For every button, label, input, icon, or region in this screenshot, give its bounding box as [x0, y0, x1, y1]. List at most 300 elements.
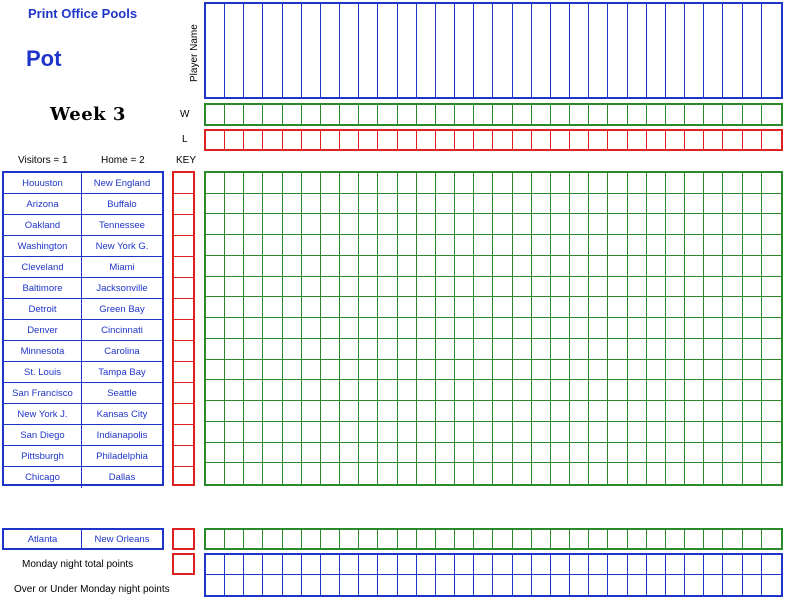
wins-cell[interactable] [455, 105, 474, 124]
pick-cell[interactable] [378, 235, 397, 256]
pick-cell[interactable] [302, 297, 321, 318]
pick-cell[interactable] [359, 256, 378, 277]
pick-cell[interactable] [743, 214, 762, 235]
pick-cell[interactable] [340, 401, 359, 422]
pick-cell[interactable] [244, 360, 263, 381]
pick-cell[interactable] [225, 256, 244, 277]
losses-cell[interactable] [302, 131, 321, 149]
pick-cell[interactable] [340, 194, 359, 215]
losses-cell[interactable] [340, 131, 359, 149]
pick-cell[interactable] [608, 339, 627, 360]
pick-cell[interactable] [359, 380, 378, 401]
pick-cell[interactable] [378, 277, 397, 298]
pick-cell[interactable] [340, 463, 359, 484]
pick-cell[interactable] [244, 401, 263, 422]
pick-cell[interactable] [570, 173, 589, 194]
pick-cell[interactable] [493, 422, 512, 443]
pick-cell[interactable] [532, 194, 551, 215]
pick-cell[interactable] [263, 339, 282, 360]
key-cell[interactable] [174, 257, 193, 278]
pick-cell[interactable] [455, 173, 474, 194]
pick-cell[interactable] [513, 380, 532, 401]
losses-cell[interactable] [206, 131, 225, 149]
pick-cell[interactable] [302, 318, 321, 339]
monday-total-cell[interactable] [608, 555, 627, 575]
pick-cell[interactable] [340, 443, 359, 464]
losses-cell[interactable] [647, 131, 666, 149]
wins-cell[interactable] [359, 105, 378, 124]
pick-cell[interactable] [359, 339, 378, 360]
pick-cell[interactable] [723, 401, 742, 422]
pick-cell[interactable] [628, 339, 647, 360]
pick-cell[interactable] [551, 277, 570, 298]
player-name-cell[interactable] [493, 4, 512, 97]
pick-cell[interactable] [436, 401, 455, 422]
pick-cell[interactable] [417, 463, 436, 484]
pick-cell[interactable] [723, 277, 742, 298]
monday-total-cell[interactable] [532, 575, 551, 595]
pick-cell[interactable] [225, 173, 244, 194]
pick-cell[interactable] [436, 297, 455, 318]
pick-cell[interactable] [762, 277, 781, 298]
pick-cell[interactable] [321, 277, 340, 298]
losses-cell[interactable] [474, 131, 493, 149]
key-cell[interactable] [174, 341, 193, 362]
monday-total-cell[interactable] [704, 575, 723, 595]
pick-cell[interactable] [206, 380, 225, 401]
wins-cell[interactable] [378, 105, 397, 124]
pick-cell[interactable] [743, 235, 762, 256]
pick-cell[interactable] [206, 194, 225, 215]
pick-cell[interactable] [206, 360, 225, 381]
pick-cell[interactable] [685, 463, 704, 484]
pick-cell[interactable] [321, 235, 340, 256]
pick-cell[interactable] [666, 214, 685, 235]
pick-cell[interactable] [762, 422, 781, 443]
player-name-cell[interactable] [340, 4, 359, 97]
pick-cell[interactable] [359, 235, 378, 256]
monday-total-cell[interactable] [417, 555, 436, 575]
pick-cell[interactable] [398, 194, 417, 215]
pick-cell[interactable] [589, 173, 608, 194]
monday-total-cell[interactable] [378, 555, 397, 575]
pick-cell[interactable] [455, 214, 474, 235]
wins-cell[interactable] [723, 105, 742, 124]
pick-cell[interactable] [532, 318, 551, 339]
monday-pick-cell[interactable] [762, 530, 781, 548]
monday-pick-cell[interactable] [723, 530, 742, 548]
pick-cell[interactable] [532, 339, 551, 360]
pick-cell[interactable] [225, 235, 244, 256]
pick-cell[interactable] [570, 235, 589, 256]
wins-cell[interactable] [283, 105, 302, 124]
pick-cell[interactable] [704, 339, 723, 360]
pick-cell[interactable] [263, 401, 282, 422]
pick-cell[interactable] [666, 463, 685, 484]
pick-cell[interactable] [302, 214, 321, 235]
pick-cell[interactable] [225, 443, 244, 464]
pick-cell[interactable] [455, 443, 474, 464]
monday-total-cell[interactable] [436, 555, 455, 575]
wins-cell[interactable] [608, 105, 627, 124]
monday-total-cell[interactable] [589, 555, 608, 575]
pick-cell[interactable] [532, 256, 551, 277]
monday-pick-cell[interactable] [647, 530, 666, 548]
pick-cell[interactable] [513, 214, 532, 235]
pick-cell[interactable] [743, 173, 762, 194]
monday-pick-cell[interactable] [704, 530, 723, 548]
pick-cell[interactable] [608, 277, 627, 298]
pick-cell[interactable] [474, 339, 493, 360]
pick-cell[interactable] [263, 256, 282, 277]
pick-cell[interactable] [493, 214, 512, 235]
pick-cell[interactable] [647, 256, 666, 277]
key-cell[interactable] [174, 425, 193, 446]
player-name-cell[interactable] [513, 4, 532, 97]
pick-cell[interactable] [493, 339, 512, 360]
pick-cell[interactable] [455, 297, 474, 318]
key-cell[interactable] [174, 404, 193, 425]
pick-cell[interactable] [302, 256, 321, 277]
monday-total-cell[interactable] [436, 575, 455, 595]
pick-cell[interactable] [532, 380, 551, 401]
pick-cell[interactable] [206, 443, 225, 464]
monday-total-cell[interactable] [455, 555, 474, 575]
monday-pick-cell[interactable] [263, 530, 282, 548]
pick-cell[interactable] [436, 339, 455, 360]
pick-cell[interactable] [704, 277, 723, 298]
player-name-cell[interactable] [398, 4, 417, 97]
pick-cell[interactable] [685, 277, 704, 298]
pick-cell[interactable] [647, 401, 666, 422]
pick-cell[interactable] [608, 463, 627, 484]
pick-cell[interactable] [762, 235, 781, 256]
pick-cell[interactable] [666, 194, 685, 215]
monday-total-cell[interactable] [302, 575, 321, 595]
pick-cell[interactable] [455, 401, 474, 422]
pick-cell[interactable] [378, 297, 397, 318]
monday-pick-cell[interactable] [493, 530, 512, 548]
wins-cell[interactable] [628, 105, 647, 124]
pick-cell[interactable] [283, 401, 302, 422]
monday-total-cell[interactable] [762, 575, 781, 595]
monday-total-cell[interactable] [263, 555, 282, 575]
key-column[interactable] [172, 171, 195, 486]
pick-cell[interactable] [628, 277, 647, 298]
pick-cell[interactable] [302, 443, 321, 464]
player-name-cell[interactable] [359, 4, 378, 97]
losses-cell[interactable] [628, 131, 647, 149]
pick-cell[interactable] [302, 173, 321, 194]
pick-cell[interactable] [474, 297, 493, 318]
pick-cell[interactable] [723, 297, 742, 318]
pick-cell[interactable] [551, 360, 570, 381]
pick-cell[interactable] [666, 318, 685, 339]
monday-total-cell[interactable] [685, 555, 704, 575]
monday-total-cell[interactable] [359, 575, 378, 595]
pick-cell[interactable] [283, 422, 302, 443]
pick-cell[interactable] [723, 339, 742, 360]
pick-cell[interactable] [225, 463, 244, 484]
pick-cell[interactable] [513, 235, 532, 256]
pick-cell[interactable] [628, 422, 647, 443]
pick-cell[interactable] [762, 443, 781, 464]
pick-cell[interactable] [283, 380, 302, 401]
pick-cell[interactable] [647, 339, 666, 360]
pick-cell[interactable] [704, 214, 723, 235]
pick-cell[interactable] [762, 401, 781, 422]
pick-cell[interactable] [359, 214, 378, 235]
pick-cell[interactable] [685, 401, 704, 422]
pick-cell[interactable] [628, 463, 647, 484]
pick-cell[interactable] [283, 360, 302, 381]
pick-cell[interactable] [474, 194, 493, 215]
wins-cell[interactable] [551, 105, 570, 124]
pick-cell[interactable] [551, 173, 570, 194]
pick-cell[interactable] [378, 360, 397, 381]
player-name-cell[interactable] [647, 4, 666, 97]
key-cell[interactable] [174, 173, 193, 194]
pick-cell[interactable] [513, 297, 532, 318]
pick-cell[interactable] [743, 194, 762, 215]
losses-cell[interactable] [551, 131, 570, 149]
pick-cell[interactable] [704, 256, 723, 277]
pick-cell[interactable] [685, 339, 704, 360]
pick-cell[interactable] [493, 173, 512, 194]
pick-cell[interactable] [532, 173, 551, 194]
pick-cell[interactable] [302, 235, 321, 256]
pick-cell[interactable] [321, 380, 340, 401]
picks-grid[interactable] [204, 171, 783, 486]
losses-cell[interactable] [666, 131, 685, 149]
pick-cell[interactable] [225, 194, 244, 215]
pick-cell[interactable] [398, 277, 417, 298]
pick-cell[interactable] [493, 256, 512, 277]
pick-cell[interactable] [666, 235, 685, 256]
pick-cell[interactable] [436, 360, 455, 381]
pick-cell[interactable] [513, 277, 532, 298]
pick-cell[interactable] [532, 360, 551, 381]
monday-total-cell[interactable] [513, 555, 532, 575]
pick-cell[interactable] [302, 401, 321, 422]
player-name-cell[interactable] [263, 4, 282, 97]
pick-cell[interactable] [244, 339, 263, 360]
pick-cell[interactable] [244, 422, 263, 443]
monday-pick-cell[interactable] [283, 530, 302, 548]
monday-pick-cell[interactable] [666, 530, 685, 548]
pick-cell[interactable] [359, 401, 378, 422]
pick-cell[interactable] [647, 318, 666, 339]
key-cell[interactable] [174, 383, 193, 404]
player-name-cell[interactable] [589, 4, 608, 97]
pick-cell[interactable] [513, 339, 532, 360]
monday-total-cell[interactable] [263, 575, 282, 595]
pick-cell[interactable] [436, 256, 455, 277]
pick-cell[interactable] [359, 277, 378, 298]
pick-cell[interactable] [666, 256, 685, 277]
monday-total-cell[interactable] [551, 555, 570, 575]
pick-cell[interactable] [704, 194, 723, 215]
monday-total-cell[interactable] [340, 555, 359, 575]
pick-cell[interactable] [474, 443, 493, 464]
pick-cell[interactable] [378, 173, 397, 194]
pick-cell[interactable] [455, 235, 474, 256]
pick-cell[interactable] [225, 360, 244, 381]
pick-cell[interactable] [493, 380, 512, 401]
pick-cell[interactable] [321, 443, 340, 464]
pick-cell[interactable] [417, 443, 436, 464]
pick-cell[interactable] [647, 360, 666, 381]
pick-cell[interactable] [474, 235, 493, 256]
pick-cell[interactable] [666, 360, 685, 381]
wins-cell[interactable] [263, 105, 282, 124]
pick-cell[interactable] [378, 339, 397, 360]
key-cell[interactable] [174, 362, 193, 383]
pick-cell[interactable] [340, 380, 359, 401]
pick-cell[interactable] [321, 194, 340, 215]
player-name-cell[interactable] [704, 4, 723, 97]
losses-cell[interactable] [359, 131, 378, 149]
pick-cell[interactable] [685, 297, 704, 318]
wins-cell[interactable] [493, 105, 512, 124]
pick-cell[interactable] [225, 380, 244, 401]
pick-cell[interactable] [244, 443, 263, 464]
pick-cell[interactable] [628, 360, 647, 381]
pick-cell[interactable] [455, 422, 474, 443]
pick-cell[interactable] [723, 318, 742, 339]
pick-cell[interactable] [723, 443, 742, 464]
pick-cell[interactable] [206, 401, 225, 422]
monday-total-cell[interactable] [283, 555, 302, 575]
pick-cell[interactable] [570, 194, 589, 215]
monday-total-cell[interactable] [762, 555, 781, 575]
pick-cell[interactable] [570, 360, 589, 381]
monday-total-cell[interactable] [628, 575, 647, 595]
pick-cell[interactable] [743, 463, 762, 484]
pick-cell[interactable] [474, 173, 493, 194]
wins-cell[interactable] [666, 105, 685, 124]
pick-cell[interactable] [244, 380, 263, 401]
pick-cell[interactable] [628, 401, 647, 422]
pick-cell[interactable] [321, 173, 340, 194]
pick-cell[interactable] [263, 360, 282, 381]
pick-cell[interactable] [321, 463, 340, 484]
pick-cell[interactable] [417, 401, 436, 422]
pick-cell[interactable] [359, 194, 378, 215]
pick-cell[interactable] [743, 339, 762, 360]
monday-total-cell[interactable] [225, 555, 244, 575]
pick-cell[interactable] [417, 173, 436, 194]
pick-cell[interactable] [206, 256, 225, 277]
wins-cell[interactable] [206, 105, 225, 124]
losses-cell[interactable] [244, 131, 263, 149]
wins-cell[interactable] [436, 105, 455, 124]
pick-cell[interactable] [647, 380, 666, 401]
monday-key-cell[interactable] [172, 528, 195, 550]
pick-cell[interactable] [321, 422, 340, 443]
pick-cell[interactable] [704, 401, 723, 422]
pick-cell[interactable] [321, 339, 340, 360]
monday-total-cell[interactable] [628, 555, 647, 575]
monday-total-cell[interactable] [225, 575, 244, 595]
losses-cell[interactable] [493, 131, 512, 149]
pick-cell[interactable] [417, 339, 436, 360]
pick-cell[interactable] [723, 214, 742, 235]
pick-cell[interactable] [685, 214, 704, 235]
losses-cell[interactable] [743, 131, 762, 149]
pick-cell[interactable] [244, 194, 263, 215]
losses-cell[interactable] [608, 131, 627, 149]
pick-cell[interactable] [685, 360, 704, 381]
pick-cell[interactable] [685, 422, 704, 443]
pick-cell[interactable] [417, 297, 436, 318]
monday-total-cell[interactable] [302, 555, 321, 575]
player-name-cell[interactable] [283, 4, 302, 97]
pick-cell[interactable] [493, 443, 512, 464]
pick-cell[interactable] [263, 443, 282, 464]
monday-total-cell[interactable] [206, 555, 225, 575]
pick-cell[interactable] [666, 277, 685, 298]
losses-cell[interactable] [263, 131, 282, 149]
pick-cell[interactable] [762, 173, 781, 194]
pick-cell[interactable] [570, 339, 589, 360]
pick-cell[interactable] [570, 318, 589, 339]
pick-cell[interactable] [608, 360, 627, 381]
wins-cell[interactable] [244, 105, 263, 124]
monday-pick-cell[interactable] [436, 530, 455, 548]
monday-total-cell[interactable] [474, 575, 493, 595]
wins-cell[interactable] [647, 105, 666, 124]
monday-total-key-cell[interactable] [172, 553, 195, 575]
key-cell[interactable] [174, 215, 193, 236]
monday-pick-cell[interactable] [206, 530, 225, 548]
pick-cell[interactable] [762, 380, 781, 401]
pick-cell[interactable] [685, 318, 704, 339]
losses-cell[interactable] [532, 131, 551, 149]
pick-cell[interactable] [589, 214, 608, 235]
pick-cell[interactable] [417, 235, 436, 256]
pick-cell[interactable] [340, 277, 359, 298]
pick-cell[interactable] [244, 463, 263, 484]
pick-cell[interactable] [513, 443, 532, 464]
pick-cell[interactable] [666, 443, 685, 464]
pick-cell[interactable] [704, 463, 723, 484]
pick-cell[interactable] [455, 380, 474, 401]
losses-cell[interactable] [283, 131, 302, 149]
monday-pick-cell[interactable] [570, 530, 589, 548]
pick-cell[interactable] [570, 297, 589, 318]
wins-cell[interactable] [589, 105, 608, 124]
pick-cell[interactable] [225, 318, 244, 339]
pick-cell[interactable] [532, 214, 551, 235]
pick-cell[interactable] [704, 318, 723, 339]
monday-pick-cell[interactable] [551, 530, 570, 548]
pick-cell[interactable] [436, 277, 455, 298]
pick-cell[interactable] [513, 463, 532, 484]
monday-total-cell[interactable] [532, 555, 551, 575]
pick-cell[interactable] [608, 173, 627, 194]
key-cell[interactable] [174, 320, 193, 341]
pick-cell[interactable] [398, 463, 417, 484]
pick-cell[interactable] [589, 256, 608, 277]
player-name-cell[interactable] [551, 4, 570, 97]
pick-cell[interactable] [417, 422, 436, 443]
pick-cell[interactable] [417, 256, 436, 277]
pick-cell[interactable] [398, 339, 417, 360]
pick-cell[interactable] [647, 443, 666, 464]
monday-pick-cell[interactable] [532, 530, 551, 548]
pick-cell[interactable] [704, 235, 723, 256]
